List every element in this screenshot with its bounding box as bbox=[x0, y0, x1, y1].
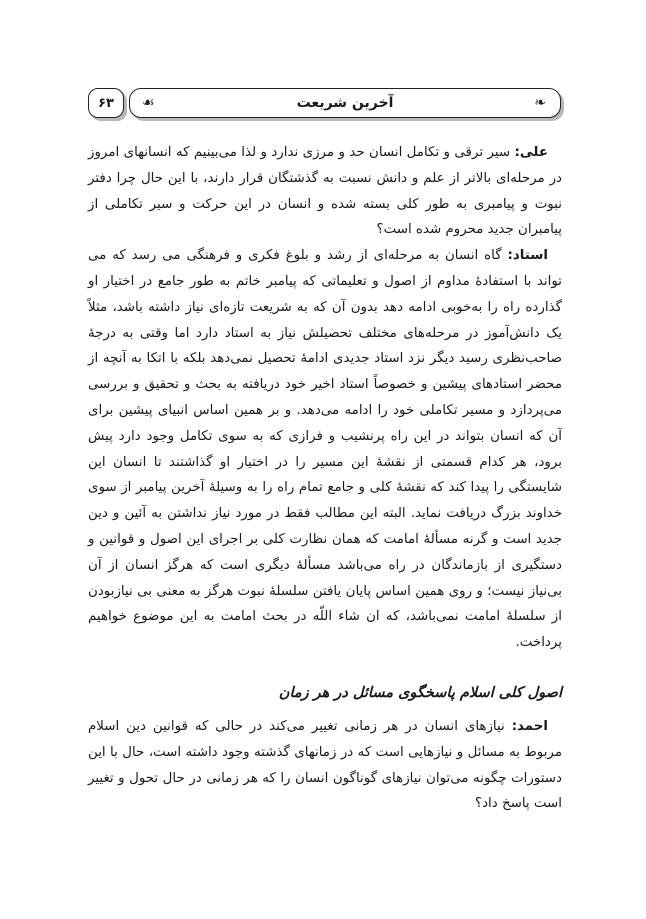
paragraph-text: گاه انسان به مرحله‌ای از رشد و بلوغ فکری و فرهنگی می رسد که می تواند با استفادهٔ مداوم از اصول و تعلیماتی که پیامبر خاتم به طور جامع در اختیار او گذارده راه را به‌خوبی ادامه دهد بدون آن که به شریعت تازه‌ای نیاز داشته باشد، مثلاً یک دانش‌آموز در مرحله‌های مختلف تحصیلش نیاز به استاد دارد اما وقتی به درجهٔ صاحب‌نظری رسید دیگر نزد استاد جدیدی ادامهٔ تحصیل نمی‌دهد بلکه با اتکا به آنچه از محضر استادهای پیشین و خصوصاً استاد اخیر خود دریافته به بحث و تحقیق و بررسی می‌پردازد و مسیر تکاملی خود را ادامه می‌دهد. و بر همین اساس انبیای پیشین برای آن که انسان بتواند در این راه پرنشیب و فرازی که به سوی تکامل وجود دارد پیش برود، هر کدام قسمتی از نقشهٔ این مسیر را در اختیار او گذاشتند تا انسان این شایستگی را پیدا کند که نقشهٔ کلی و جامع تمام راه را به وسیلهٔ آخرین پیامبر از سوی خداوند بزرگ دریافت نماید. البته این مطالب فقط در مورد نیاز نداشتن به آئین و دین جدید است و گرنه مسألهٔ امامت که همان نظارت کلی بر اجرای این اصول و قوانین و دستگیری از بازماندگان در راه می‌باشد مسألهٔ دیگری است که هرگز انسان از آن بی‌نیاز نیست؛ و روی همین اساس پایان یافتن سلسلهٔ نبوت هرگز به معنی بی نیازبودن از سلسلهٔ امامت نمی‌باشد، که ان شاء اللّه در بحث امامت به این موضوع خواهیم پرداخت. bbox=[88, 248, 562, 651]
speaker-label: علی: bbox=[514, 145, 548, 160]
running-title-box bbox=[129, 88, 561, 118]
speaker-label: استاد: bbox=[507, 248, 548, 264]
running-header bbox=[88, 88, 562, 118]
body-text bbox=[88, 140, 562, 817]
paragraph-text: نیازهای انسان در هر زمانی تغییر می‌کند در حالی که قوانین دین اسلام مربوط به مسائل و نیازهایی است که در زمانهای گذشته وجود داشته است، حال با این دستورات چگونه می‌توان نیازهای گوناگون انسان را که هر زمانی در حال تحول و تغییر است پاسخ داد؟ bbox=[88, 718, 562, 812]
dialogue-paragraph bbox=[88, 243, 562, 656]
running-title: آخرین شریعت bbox=[296, 95, 394, 111]
page-number-box bbox=[88, 88, 124, 118]
dialogue-paragraph bbox=[88, 140, 562, 243]
speaker-label: احمد: bbox=[511, 718, 548, 734]
dialogue-paragraph bbox=[88, 714, 562, 817]
section-heading: اصول کلی اسلام پاسخگوی مسائل در هر زمان bbox=[278, 684, 562, 701]
fleuron-left-icon: ☙ bbox=[142, 95, 155, 111]
paragraph-text: سیر ترقی و تکامل انسان حد و مرزی ندارد و لذا می‌بینیم که انسانهای امروز در مرحله‌ای بالاتر از علم و دانش نسبت به گذشتگان قرار دارند، با این حال چرا دفتر نبوت و پیامبری به طور کلی بسته شده و انسان در این حرکت و سیر تکاملی از پیامبران جدید محروم شده است؟ bbox=[88, 145, 562, 238]
fleuron-right-icon: ❧ bbox=[534, 95, 546, 111]
page-number: ۶۳ bbox=[98, 95, 114, 111]
